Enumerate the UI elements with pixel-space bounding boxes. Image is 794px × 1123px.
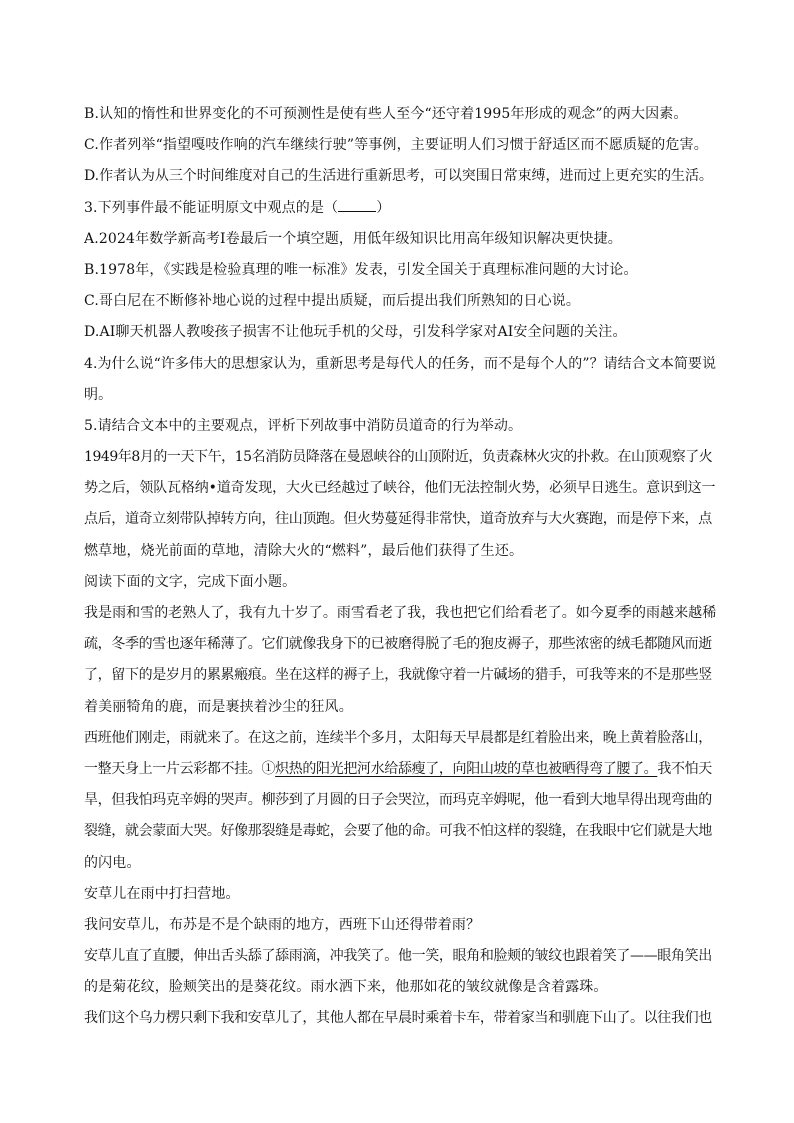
underlined-sentence: 炽热的阳光把河水给舔瘦了，向阳山坡的草也被晒得弯了腰了。 (275, 760, 658, 777)
passage-line: 我问安草儿，布苏是不是个缺雨的地方，西班下山还得带着雨？ (84, 916, 481, 933)
story-line: 燃草地，烧光前面的草地，清除大火的“燃料”，最后他们获得了生还。 (84, 542, 524, 559)
q3-option-d-line: D.AI聊天机器人教唆孩子损害不让他玩手机的父母，引发科学家对AI安全问题的关注。 (84, 324, 627, 341)
passage-line: 的是菊花纹，脸颊笑出的是葵花纹。雨水洒下来，他那如花的皱纹就像是含着露珠。 (84, 979, 608, 996)
passage-line: 疏，冬季的雪也逐年稀薄了。它们就像我身下的已被磨得脱了毛的狍皮褥子，那些浓密的绒毛都随风而逝 (84, 636, 712, 653)
option-b-line: B.认知的惰性和世界变化的不可预测性是使有些人至今“还守着1995年形成的观念”的两大因素。 (84, 106, 688, 122)
option-c-line: C.作者列举“指望嘎吱作响的汽车继续行驶”等事例，主要证明人们习惯于舒适区而不愿质疑的危害。 (84, 137, 708, 154)
passage-line: 着美丽犄角的鹿，而是裹挟着沙尘的狂风。 (84, 698, 353, 715)
passage-line: 的闪电。 (84, 854, 141, 871)
q3-option-b-line: B.1978年，《实践是检验真理的唯一标准》发表，引发全国关于真理标准问题的大讨论。 (84, 261, 638, 278)
passage-line: 我们这个乌力楞只剩下我和安草儿了，其他人都在早晨时乘着卡车，带着家当和驯鹿下山了。以往我们也 (84, 1010, 712, 1027)
story-line: 势之后，领队瓦格纳•道奇发现，大火已经越过了峡谷，他们无法控制火势，必须早日逃生。意识到这一 (84, 480, 716, 497)
question-3-line (84, 193, 716, 224)
document-body (84, 99, 716, 1035)
passage-line-with-underline (84, 754, 716, 785)
passage-line: 旱，但我怕玛克辛姆的哭声。柳莎到了月圆的日子会哭泣，而玛克辛姆呢，他一看到大地旱得出现弯曲的 (84, 792, 712, 809)
passage-text: 一整天身上一片云彩都不挂。① (84, 760, 276, 777)
passage-line: 安草儿在雨中打扫营地。 (84, 885, 240, 902)
question-3-text: 3.下列事件最不能证明原文中观点的是（ (84, 199, 339, 216)
q3-option-c-line: C.哥白尼在不断修补地心说的过程中提出质疑，而后提出我们所熟知的日心说。 (84, 293, 581, 310)
story-line: 1949年8月的一天下午，15名消防员降落在曼恩峡谷的山顶附近，负责森林火灾的扑救。在山顶观察了火 (84, 449, 713, 466)
passage-line: 我是雨和雪的老熟人了，我有九十岁了。雨雪看老了我，我也把它们给看老了。如今夏季的雨越来越稀 (84, 605, 716, 621)
passage-line: 西班他们刚走，雨就来了。在这之前，连续半个多月，太阳每天早晨都是红着脸出来，晚上黄着脸落山， (84, 729, 712, 746)
passage-line: 裂缝，就会蒙面大哭。好像那裂缝是毒蛇，会要了他的命。可我不怕这样的裂缝，在我眼中它们就是大地 (84, 823, 712, 840)
question-5-line: 5.请结合文本中的主要观点，评析下列故事中消防员道奇的行为举动。 (84, 417, 523, 434)
question-3-close-paren: ） (376, 199, 391, 216)
passage-line: 了，留下的是岁月的累累瘢痕。坐在这样的褥子上，我就像守着一片碱场的猎手，可我等来的不是那些竖 (84, 667, 712, 684)
passage-text: 我不怕天 (657, 760, 712, 777)
option-d-line: D.作者认为从三个时间维度对自己的生活进行重新思考，可以突围日常束缚，进而过上更充实的生活。 (84, 168, 713, 185)
question-4-line-end: 明。 (84, 386, 113, 403)
answer-blank[interactable] (338, 197, 376, 212)
q3-option-a-line: A.2024年数学新高考Ⅰ卷最后一个填空题，用低年级知识比用高年级知识解决更快捷。 (84, 230, 622, 247)
question-4-line: 4.为什么说“许多伟大的思想家认为，重新思考是每代人的任务，而不是每个人的”？请结合文本简要说 (84, 355, 716, 372)
passage-line: 安草儿直了直腰，伸出舌头舔了舔雨滴，冲我笑了。他一笑，眼角和脸颊的皱纹也跟着笑了——眼角笑出 (84, 948, 712, 965)
story-line: 点后，道奇立刻带队掉转方向，往山顶跑。但火势蔓延得非常快，道奇放弃与大火赛跑，而是停下来，点 (84, 511, 712, 528)
reading-instruction-line: 阅读下面的文字，完成下面小题。 (84, 573, 297, 590)
